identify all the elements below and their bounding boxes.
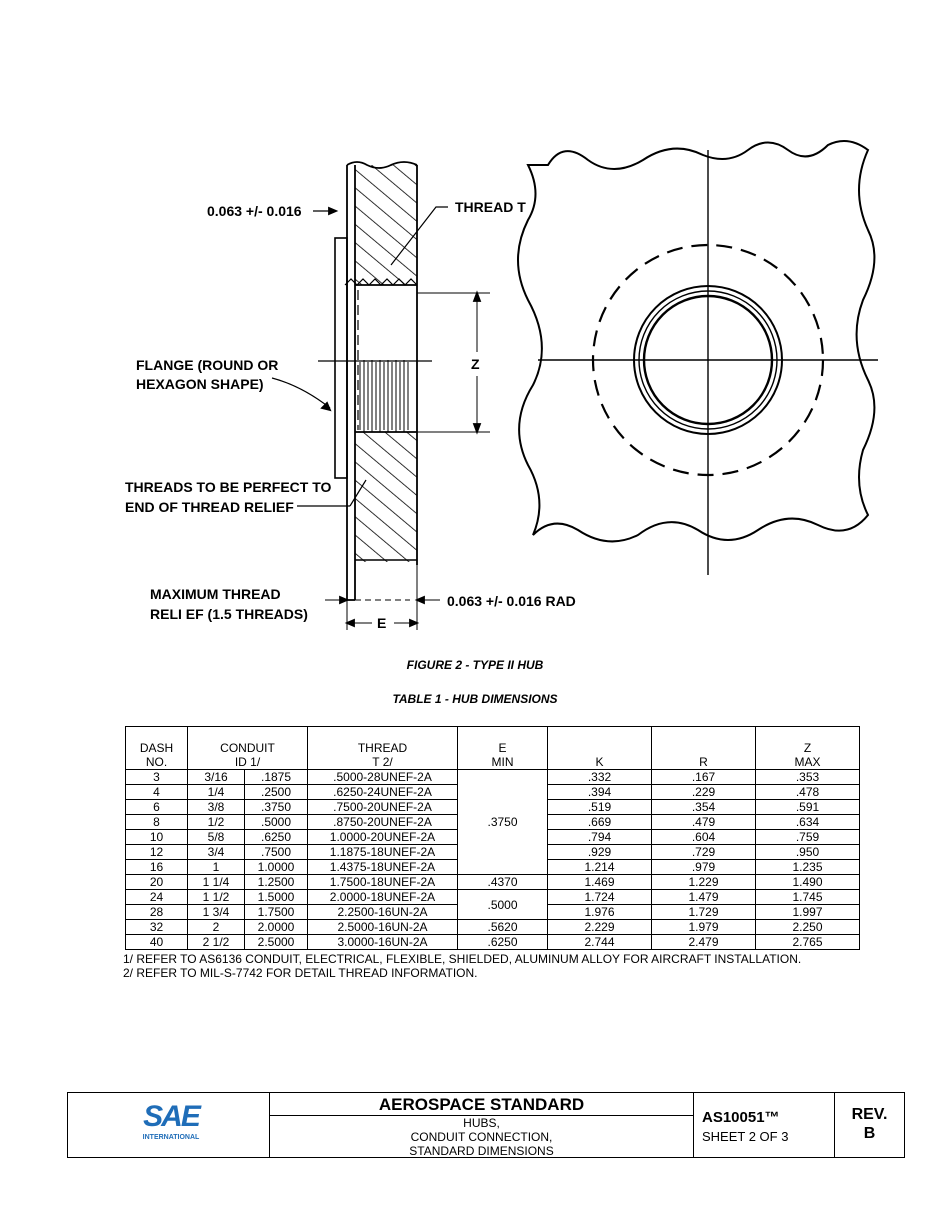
cell-dash: 12 [126, 845, 188, 860]
cell-r: .229 [652, 785, 756, 800]
cell-thread: 1.1875-18UNEF-2A [308, 845, 458, 860]
hub-plan-view [518, 141, 878, 575]
cell-r: .167 [652, 770, 756, 785]
hub-section-view [272, 162, 490, 630]
table-row [126, 920, 860, 935]
header-r: R [652, 727, 756, 770]
label-relief-2: RELI EF (1.5 THREADS) [150, 606, 308, 622]
subtitle-line-3: STANDARD DIMENSIONS [409, 1144, 554, 1158]
cell-dash: 4 [126, 785, 188, 800]
cell-k: .794 [548, 830, 652, 845]
cell-z: .759 [756, 830, 860, 845]
cell-conduit-fraction: 1 3/4 [188, 905, 245, 920]
table-caption: TABLE 1 - HUB DIMENSIONS [392, 692, 558, 706]
cell-k: .669 [548, 815, 652, 830]
cell-dash: 16 [126, 860, 188, 875]
cell-z: .353 [756, 770, 860, 785]
note-2: 2/ REFER TO MIL-S-7742 FOR DETAIL THREAD INFORMATION. [123, 966, 478, 980]
table-row [126, 770, 860, 785]
cell-conduit-decimal: 2.0000 [245, 920, 308, 935]
label-z: Z [471, 356, 480, 372]
header-k: K [548, 727, 652, 770]
figure-caption: FIGURE 2 - TYPE II HUB [406, 658, 544, 672]
cell-k: .332 [548, 770, 652, 785]
cell-r: .729 [652, 845, 756, 860]
sae-logo [136, 1102, 206, 1142]
table-row [126, 875, 860, 890]
cell-e-min: .5620 [458, 920, 548, 935]
label-e: E [377, 615, 387, 631]
sae-logo-subtext: INTERNATIONAL [142, 1134, 200, 1141]
cell-thread: 2.2500-16UN-2A [308, 905, 458, 920]
cell-k: .929 [548, 845, 652, 860]
cell-conduit-fraction: 3/4 [188, 845, 245, 860]
title-cell [270, 1093, 694, 1157]
cell-dash: 10 [126, 830, 188, 845]
label-flange-2: HEXAGON SHAPE) [136, 376, 264, 392]
sae-logo-mark: SAE [143, 1100, 199, 1133]
subtitle-line-2: CONDUIT CONNECTION, [410, 1130, 553, 1144]
label-rad: 0.063 +/- 0.016 RAD [447, 593, 576, 609]
title-block [67, 1092, 905, 1158]
label-threads-1: THREADS TO BE PERFECT TO [125, 479, 332, 495]
cell-conduit-fraction: 1 [188, 860, 245, 875]
cell-conduit-fraction: 5/8 [188, 830, 245, 845]
cell-z: 1.490 [756, 875, 860, 890]
cell-conduit-decimal: 1.7500 [245, 905, 308, 920]
subtitle-line-1: HUBS, [463, 1116, 500, 1130]
cell-e-min: .6250 [458, 935, 548, 950]
cell-conduit-decimal: .7500 [245, 845, 308, 860]
cell-thread: 1.0000-20UNEF-2A [308, 830, 458, 845]
cell-r: .479 [652, 815, 756, 830]
cell-conduit-fraction: 1/4 [188, 785, 245, 800]
hub-dimensions-table [125, 726, 860, 950]
cell-r: 1.979 [652, 920, 756, 935]
cell-dash: 20 [126, 875, 188, 890]
cell-conduit-fraction: 3/8 [188, 800, 245, 815]
cell-conduit-fraction: 2 1/2 [188, 935, 245, 950]
revision-value: B [863, 1125, 876, 1142]
cell-e-min: .5000 [458, 890, 548, 920]
cell-conduit-decimal: 1.5000 [245, 890, 308, 905]
document-number: AS10051™ [702, 1109, 780, 1126]
revision-cell [835, 1093, 904, 1157]
cell-z: .591 [756, 800, 860, 815]
table-body [126, 770, 860, 950]
header-z: Z MAX [756, 727, 860, 770]
cell-dash: 24 [126, 890, 188, 905]
document-number-cell [694, 1093, 835, 1157]
cell-conduit-fraction: 1/2 [188, 815, 245, 830]
cell-conduit-fraction: 1 1/2 [188, 890, 245, 905]
cell-k: 2.229 [548, 920, 652, 935]
cell-z: 1.997 [756, 905, 860, 920]
cell-r: 1.229 [652, 875, 756, 890]
cell-z: .634 [756, 815, 860, 830]
cell-dash: 28 [126, 905, 188, 920]
standard-title: AEROSPACE STANDARD [270, 1093, 693, 1116]
header-thread: THREAD T 2/ [308, 727, 458, 770]
label-relief-1: MAXIMUM THREAD [150, 586, 281, 602]
header-e: E MIN [458, 727, 548, 770]
header-conduit: CONDUIT ID 1/ [188, 727, 308, 770]
cell-conduit-decimal: 1.2500 [245, 875, 308, 890]
cell-conduit-decimal: .5000 [245, 815, 308, 830]
revision-label: REV. [851, 1106, 888, 1123]
cell-r: 2.479 [652, 935, 756, 950]
cell-r: .354 [652, 800, 756, 815]
cell-k: 1.469 [548, 875, 652, 890]
cell-z: .950 [756, 845, 860, 860]
cell-r: 1.479 [652, 890, 756, 905]
cell-dash: 3 [126, 770, 188, 785]
cell-z: 1.745 [756, 890, 860, 905]
cell-conduit-fraction: 2 [188, 920, 245, 935]
cell-k: .519 [548, 800, 652, 815]
sheet-number: SHEET 2 OF 3 [702, 1129, 789, 1144]
table-header-row [126, 727, 860, 770]
cell-k: 2.744 [548, 935, 652, 950]
cell-dash: 8 [126, 815, 188, 830]
cell-k: .394 [548, 785, 652, 800]
cell-conduit-decimal: 2.5000 [245, 935, 308, 950]
cell-conduit-fraction: 1 1/4 [188, 875, 245, 890]
header-dash: DASH NO. [126, 727, 188, 770]
cell-thread: 2.5000-16UN-2A [308, 920, 458, 935]
cell-e-min: .4370 [458, 875, 548, 890]
cell-z: .478 [756, 785, 860, 800]
cell-k: 1.724 [548, 890, 652, 905]
cell-thread: 1.7500-18UNEF-2A [308, 875, 458, 890]
cell-dash: 40 [126, 935, 188, 950]
cell-dash: 6 [126, 800, 188, 815]
cell-r: .979 [652, 860, 756, 875]
cell-conduit-fraction: 3/16 [188, 770, 245, 785]
figure-labels [125, 199, 576, 631]
cell-thread: .6250-24UNEF-2A [308, 785, 458, 800]
cell-conduit-decimal: .6250 [245, 830, 308, 845]
label-flange-1: FLANGE (ROUND OR [136, 357, 279, 373]
cell-e-min: .3750 [458, 770, 548, 875]
table-row [126, 890, 860, 905]
cell-conduit-decimal: .1875 [245, 770, 308, 785]
cell-dash: 32 [126, 920, 188, 935]
cell-thread: .7500-20UNEF-2A [308, 800, 458, 815]
cell-k: 1.214 [548, 860, 652, 875]
cell-r: 1.729 [652, 905, 756, 920]
logo-cell [68, 1093, 270, 1157]
cell-k: 1.976 [548, 905, 652, 920]
cell-z: 2.765 [756, 935, 860, 950]
cell-thread: .8750-20UNEF-2A [308, 815, 458, 830]
label-threads-2: END OF THREAD RELIEF [125, 499, 294, 515]
cell-thread: .5000-28UNEF-2A [308, 770, 458, 785]
cell-thread: 3.0000-16UN-2A [308, 935, 458, 950]
label-thread-t: THREAD T [455, 199, 526, 215]
label-top-tolerance: 0.063 +/- 0.016 [207, 203, 302, 219]
cell-z: 2.250 [756, 920, 860, 935]
cell-conduit-decimal: .3750 [245, 800, 308, 815]
table-notes [123, 952, 801, 980]
cell-thread: 1.4375-18UNEF-2A [308, 860, 458, 875]
cell-conduit-decimal: 1.0000 [245, 860, 308, 875]
cell-z: 1.235 [756, 860, 860, 875]
cell-conduit-decimal: .2500 [245, 785, 308, 800]
cell-thread: 2.0000-18UNEF-2A [308, 890, 458, 905]
table-row [126, 935, 860, 950]
cell-r: .604 [652, 830, 756, 845]
note-1: 1/ REFER TO AS6136 CONDUIT, ELECTRICAL, FLEXIBLE, SHIELDED, ALUMINUM ALLOY FOR AIRCRAFT INSTALLATION. [123, 952, 802, 966]
